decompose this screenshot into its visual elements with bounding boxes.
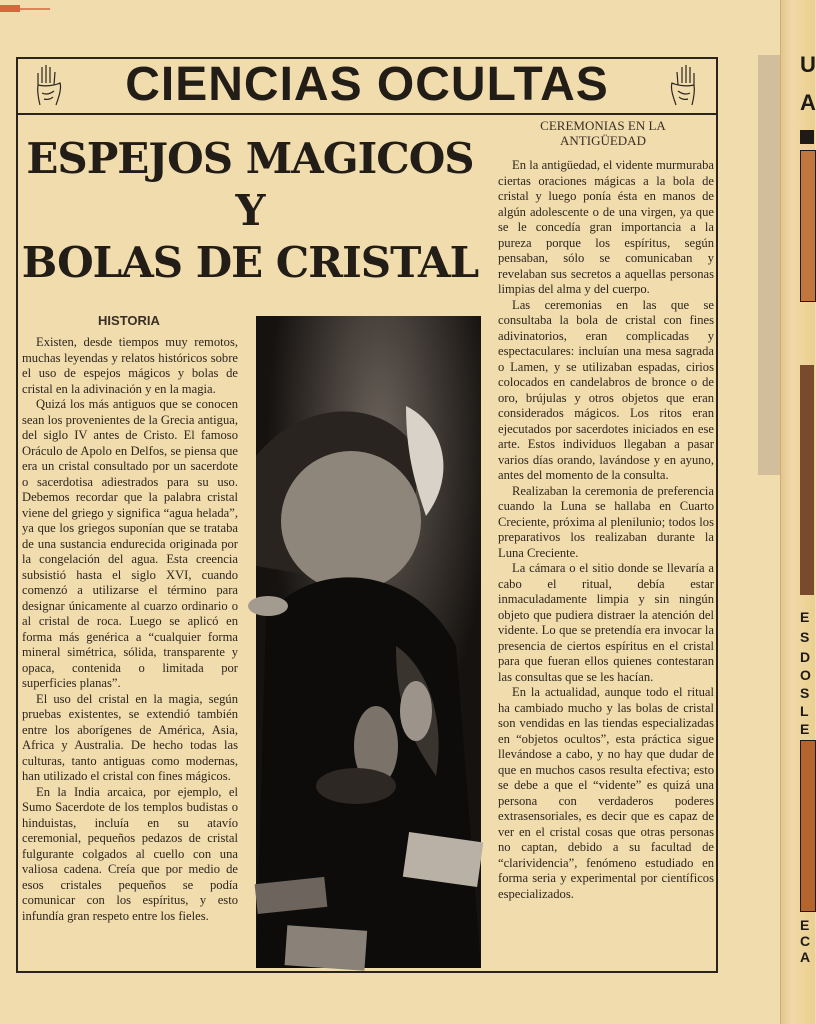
edge-letter: O — [800, 667, 811, 683]
edge-image — [800, 740, 816, 912]
left-column-heading: HISTORIA — [98, 313, 160, 328]
headline-line: ESPEJOS MAGICOS — [26, 134, 474, 183]
edge-letter: A — [800, 90, 816, 115]
photo-illustration — [256, 316, 481, 968]
edge-letter: E — [800, 609, 810, 625]
right-column-heading — [492, 118, 714, 148]
page-gutter-shadow — [758, 55, 780, 475]
edge-letter: C — [800, 933, 811, 949]
palm-hand-icon — [666, 63, 700, 107]
edge-letter: U — [800, 52, 816, 77]
paragraph: Quizá los más antiguos que se conocen sean los provenientes de la Grecia antigua, del siglo IV antes de Cristo. El famoso Oráculo de Apolo en Delfos, se piensa que era un cristal consultado por un sacerdote o sacerdotisa adiestrados para su uso. Debemos recordar que la palabra cristal viene del griego y significa “agua helada”, ya que los griegos suponían que se trataba de una sustancia endurecida originada por la congelación del agua. Esta creencia subsistió hasta el siglo XVI, cuando comenzó a utilizarse el término para designar únicamente al cuarzo ordinario o al cristal de roca. Luego se aplicó en forma más genérica a “cualquier forma mineral simétrica, sólida, transparente y opaca, contenida o limitada por superficies planas”. — [22, 397, 238, 690]
headline-line: BOLAS DE CRISTAL — [21, 238, 479, 287]
edge-letter: A — [800, 949, 811, 965]
edge-letter: L — [800, 703, 809, 719]
right-column-text — [498, 158, 714, 902]
paragraph: En la India arcaica, por ejemplo, el Sumo Sacerdote de los templos budistas o hinduistas, incluía en su atavío ceremonial, pequeños pedazos de cristal fulgurante colgados al cuello con una valiosa cadena. Creía que por medio de esos cristales pequeños se podía comunicar con los espíritus, y esto infundía gran respeto entre los fieles. — [22, 784, 238, 923]
edge-letter: E — [800, 917, 810, 933]
edge-bar — [800, 130, 814, 144]
corner-mark — [0, 2, 50, 14]
left-column-text — [22, 335, 238, 924]
paragraph: Las ceremonias en las que se consultaba la bola de cristal con fines adivinatorios, eran complicadas y espectaculares: incluían una mesa sagrada o Lamen, y se utilizaban espadas, cirios colocados en candelabros de bronce o de oro, brújulas y otros objetos que eran considerados mágicos. Los ritos eran ejecutados por sacerdotes iniciados en ese arte. Estos individuos llegaban a pasar varios días orando, lavándose y en ayuno, antes del momento de la consulta. — [498, 297, 714, 482]
section-header — [16, 57, 718, 115]
article-headline — [20, 133, 480, 289]
paragraph: Existen, desde tiempos muy remotos, muchas leyendas y relatos históricos sobre el uso de espejos mágicos y bolas de cristal en la adivinación y en la magia. — [22, 335, 238, 396]
headline-line: Y — [235, 186, 265, 235]
paragraph: En la actualidad, aunque todo el ritual ha cambiado mucho y las bolas de cristal son vendidas en las tiendas especializadas en “objetos ocultos”, esta práctica sigue llevándose a cabo, y no hay que dudar de que en muchos casos resulta efectiva; esto se debe a que el “vidente” es quizá una persona con verdaderos poderes extrasensoriales, es decir que es capaz de ver en el cristal cosas que otras personas no captan, debido a su facultad de “clarividencia”, fenómeno estudiado en forma seria y experimental por científicos especializados. — [498, 685, 714, 901]
edge-letter: D — [800, 649, 811, 665]
edge-letter: S — [800, 685, 810, 701]
paragraph: La cámara o el sitio donde se llevaría a cabo el ritual, debía estar inmaculadamente limpia y sin ningún objeto que pudiera distraer la atención del vidente. Lo que se pretendía era invocar la presencia de ciertos espíritus en el cristal para que fueran ellos quienes contestaran las consultas que se les hacían. — [498, 561, 714, 684]
paragraph: En la antigüedad, el vidente murmuraba ciertas oraciones mágicas a la bola de cristal y luego ponía ésta en manos de algún adolescente o de una virgen, ya que se le concedía gran importancia a la pureza porque los espíritus, según pensaban, sólo se comunicaban y revelaban sus secretos a aquellas personas limpias del alma y del cuerpo. — [498, 158, 714, 296]
section-title: CIENCIAS OCULTAS — [125, 58, 609, 111]
paragraph: El uso del cristal en la magia, según pruebas existentes, se extendió también entre los aborígenes de América, Asia, Africa y Australia. De hecho todas las culturas, tanto antiguas como modernas, han utilizado el cristal con fines mágicos. — [22, 691, 238, 783]
heading-line: ANTIGÜEDAD — [560, 133, 646, 148]
edge-image — [800, 365, 814, 595]
edge-letter: S — [800, 629, 810, 645]
paragraph: Realizaban la ceremonia de preferencia cuando la Luna se hallaba en Cuarto Creciente, próxima al plenilunio; todos los preparativos los realizaban durante la Luna Creciente. — [498, 483, 714, 560]
heading-line: CEREMONIAS EN LA — [540, 118, 666, 133]
edge-letter: E — [800, 721, 810, 737]
edge-image — [800, 150, 816, 302]
fortune-teller-photo — [256, 316, 481, 968]
